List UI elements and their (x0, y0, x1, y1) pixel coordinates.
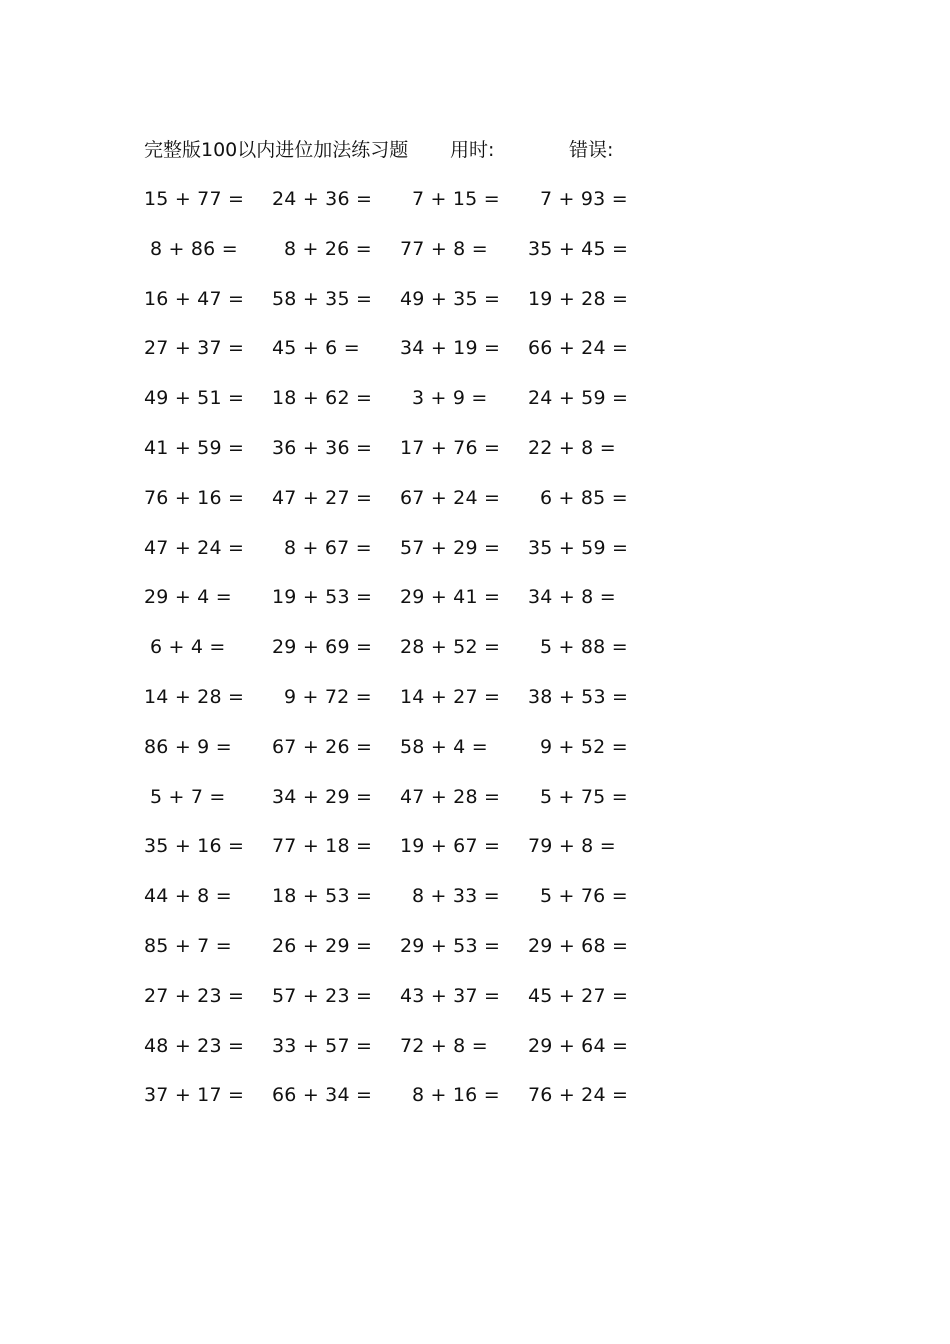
addition-problem: 77 + 8 = (400, 237, 488, 260)
problem-row (0, 634, 950, 684)
addition-problem: 24 + 59 = (528, 387, 629, 410)
errors-label: 错误: (569, 139, 614, 161)
problem-row (0, 1082, 950, 1132)
problem-row (0, 734, 950, 784)
addition-problem: 29 + 41 = (400, 586, 501, 609)
problem-row (0, 186, 950, 236)
addition-problem: 8 + 33 = (412, 885, 500, 908)
addition-problem: 77 + 18 = (272, 835, 373, 858)
addition-problem: 44 + 8 = (144, 885, 232, 908)
addition-problem: 45 + 6 = (272, 337, 360, 360)
addition-problem: 28 + 52 = (400, 636, 501, 659)
addition-problem: 29 + 53 = (400, 934, 501, 957)
addition-problem: 16 + 47 = (144, 287, 245, 310)
addition-problem: 34 + 19 = (400, 337, 501, 360)
addition-problem: 9 + 52 = (540, 735, 628, 758)
addition-problem: 66 + 34 = (272, 1084, 373, 1107)
addition-problem: 19 + 28 = (528, 287, 629, 310)
problem-row (0, 385, 950, 435)
addition-problem: 66 + 24 = (528, 337, 629, 360)
addition-problem: 79 + 8 = (528, 835, 616, 858)
addition-problem: 86 + 9 = (144, 735, 232, 758)
addition-problem: 27 + 37 = (144, 337, 245, 360)
addition-problem: 7 + 93 = (540, 188, 628, 210)
time-used-label: 用时: (450, 139, 495, 161)
addition-problem: 8 + 26 = (284, 237, 372, 260)
addition-problem: 49 + 51 = (144, 387, 245, 410)
addition-problem: 38 + 53 = (528, 685, 629, 708)
addition-problem: 34 + 8 = (528, 586, 616, 609)
addition-problem: 14 + 28 = (144, 685, 245, 708)
addition-problem: 36 + 36 = (272, 436, 373, 459)
addition-problem: 5 + 88 = (540, 636, 628, 659)
addition-problem: 43 + 37 = (400, 984, 501, 1007)
addition-problem: 57 + 29 = (400, 536, 501, 559)
addition-problem: 27 + 23 = (144, 984, 245, 1007)
addition-problem: 76 + 16 = (144, 486, 245, 509)
problem-row (0, 883, 950, 933)
addition-problem: 35 + 59 = (528, 536, 629, 559)
addition-problem: 7 + 15 = (412, 188, 500, 210)
addition-problem: 47 + 28 = (400, 785, 501, 808)
addition-problem: 72 + 8 = (400, 1034, 488, 1057)
problem-row (0, 983, 950, 1033)
problem-row (0, 236, 950, 286)
addition-problem: 5 + 7 = (150, 785, 226, 808)
addition-problem: 49 + 35 = (400, 287, 501, 310)
addition-problem: 34 + 29 = (272, 785, 373, 808)
problem-row (0, 784, 950, 834)
problem-row (0, 1033, 950, 1083)
addition-problem: 8 + 86 = (150, 237, 238, 260)
addition-problem: 58 + 35 = (272, 287, 373, 310)
addition-problem: 24 + 36 = (272, 188, 373, 210)
addition-problem: 33 + 57 = (272, 1034, 373, 1057)
problem-grid (0, 186, 950, 1132)
addition-problem: 29 + 4 = (144, 586, 232, 609)
addition-problem: 19 + 67 = (400, 835, 501, 858)
addition-problem: 15 + 77 = (144, 188, 245, 210)
addition-problem: 35 + 16 = (144, 835, 245, 858)
problem-row (0, 535, 950, 585)
addition-problem: 67 + 24 = (400, 486, 501, 509)
addition-problem: 41 + 59 = (144, 436, 245, 459)
addition-problem: 14 + 27 = (400, 685, 501, 708)
addition-problem: 22 + 8 = (528, 436, 616, 459)
problem-row (0, 435, 950, 485)
problem-row (0, 584, 950, 634)
addition-problem: 6 + 85 = (540, 486, 628, 509)
addition-problem: 85 + 7 = (144, 934, 232, 957)
addition-problem: 48 + 23 = (144, 1034, 245, 1057)
problem-row (0, 286, 950, 336)
addition-problem: 45 + 27 = (528, 984, 629, 1007)
addition-problem: 29 + 69 = (272, 636, 373, 659)
addition-problem: 76 + 24 = (528, 1084, 629, 1107)
addition-problem: 26 + 29 = (272, 934, 373, 957)
addition-problem: 29 + 64 = (528, 1034, 629, 1057)
addition-problem: 47 + 27 = (272, 486, 373, 509)
addition-problem: 67 + 26 = (272, 735, 373, 758)
addition-problem: 35 + 45 = (528, 237, 629, 260)
problem-row (0, 684, 950, 734)
addition-problem: 58 + 4 = (400, 735, 488, 758)
addition-problem: 5 + 75 = (540, 785, 628, 808)
addition-problem: 37 + 17 = (144, 1084, 245, 1107)
addition-problem: 57 + 23 = (272, 984, 373, 1007)
addition-problem: 47 + 24 = (144, 536, 245, 559)
addition-problem: 8 + 16 = (412, 1084, 500, 1107)
worksheet-title: 完整版100以内进位加法练习题 (144, 139, 409, 161)
problem-row (0, 933, 950, 983)
problem-row (0, 485, 950, 535)
addition-problem: 3 + 9 = (412, 387, 488, 410)
addition-problem: 18 + 53 = (272, 885, 373, 908)
addition-problem: 5 + 76 = (540, 885, 628, 908)
addition-problem: 8 + 67 = (284, 536, 372, 559)
problem-row (0, 833, 950, 883)
problem-row (0, 335, 950, 385)
addition-problem: 6 + 4 = (150, 636, 226, 659)
addition-problem: 19 + 53 = (272, 586, 373, 609)
addition-problem: 9 + 72 = (284, 685, 372, 708)
addition-problem: 29 + 68 = (528, 934, 629, 957)
addition-problem: 17 + 76 = (400, 436, 501, 459)
addition-problem: 18 + 62 = (272, 387, 373, 410)
